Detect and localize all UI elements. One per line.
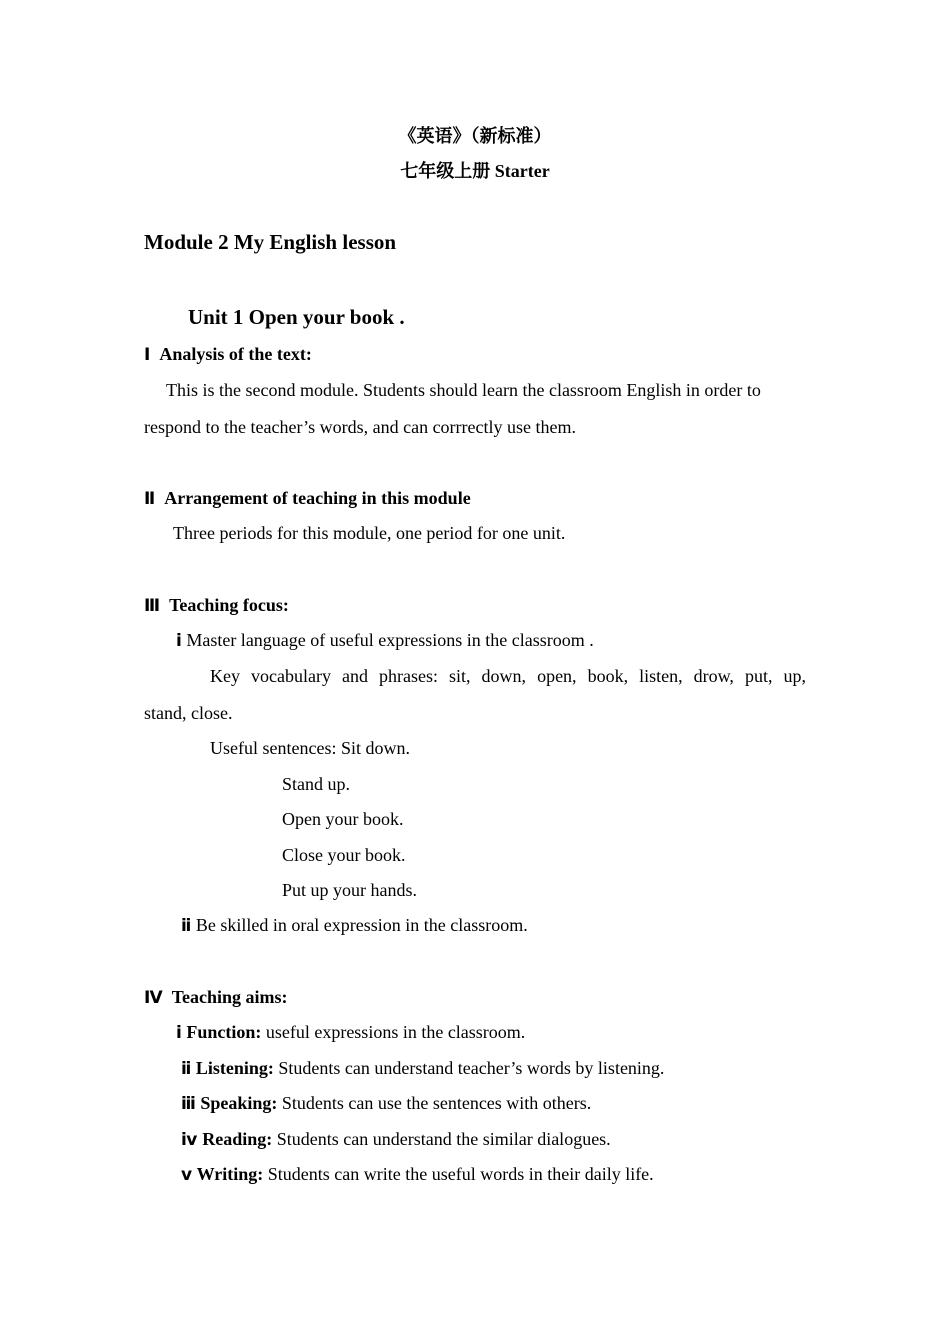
section-numeral: Ⅲ	[144, 596, 161, 616]
vocab-word: down,	[481, 666, 527, 686]
useful-sentence: Close your book.	[282, 845, 406, 865]
analysis-paragraph-line1: This is the second module. Students should learn the classroom English in order to	[166, 380, 761, 400]
section-heading-text: Arrangement of teaching in this module	[164, 488, 471, 508]
vocab-word: vocabulary	[251, 666, 331, 686]
aim-item-listening	[181, 1057, 664, 1080]
vocab-word: sit,	[449, 666, 471, 686]
vocab-word: Key	[210, 666, 240, 686]
vocabulary-line-cont: stand, close.	[144, 703, 233, 723]
vocab-word: open,	[537, 666, 577, 686]
section-numeral: Ⅳ	[144, 988, 163, 1008]
aim-item-writing	[181, 1163, 654, 1186]
module-title: Module 2 My English lesson	[144, 230, 397, 254]
aim-label: Function:	[186, 1022, 262, 1042]
aim-text: Students can understand teacher’s words by listening.	[278, 1058, 665, 1078]
vocab-word: listen,	[639, 666, 683, 686]
item-text: Be skilled in oral expression in the classroom.	[195, 915, 528, 935]
vocabulary-line	[210, 665, 806, 687]
item-numeral: ⅴ	[181, 1165, 193, 1185]
aim-item-function	[176, 1021, 525, 1044]
aim-text: Students can write the useful words in their daily life.	[267, 1164, 654, 1184]
focus-item-1	[176, 629, 594, 652]
aim-label: Listening:	[195, 1058, 274, 1078]
section-numeral: Ⅰ	[144, 345, 151, 365]
useful-sentences-label: Useful sentences: Sit down.	[210, 738, 410, 758]
aim-label: Writing:	[196, 1164, 264, 1184]
vocab-word: book,	[587, 666, 629, 686]
aim-item-speaking	[181, 1092, 591, 1115]
section-analysis-heading	[144, 343, 312, 366]
item-numeral: ⅰ	[176, 1023, 182, 1043]
useful-sentence: Open your book.	[282, 809, 404, 829]
aim-text: Students can understand the similar dialogues.	[276, 1129, 611, 1149]
section-numeral: Ⅱ	[144, 489, 156, 509]
useful-sentence: Put up your hands.	[282, 880, 417, 900]
section-focus-heading	[144, 594, 289, 617]
section-heading-text: Teaching aims:	[171, 987, 288, 1007]
item-numeral: ⅲ	[181, 1094, 196, 1114]
aim-text: Students can use the sentences with others.	[281, 1093, 592, 1113]
document-subtitle: 七年级上册 Starter	[400, 161, 550, 181]
vocab-word: put,	[744, 666, 773, 686]
item-numeral: ⅱ	[181, 1059, 192, 1079]
aim-label: Reading:	[202, 1129, 273, 1149]
vocab-word: up,	[783, 666, 806, 686]
aim-label: Speaking:	[200, 1093, 278, 1113]
useful-sentence: Stand up.	[282, 774, 351, 794]
aim-text: useful expressions in the classroom.	[265, 1022, 526, 1042]
arrangement-paragraph: Three periods for this module, one period for one unit.	[173, 523, 566, 543]
vocab-word: phrases:	[379, 666, 438, 686]
item-numeral: ⅳ	[181, 1130, 198, 1150]
unit-title: Unit 1 Open your book .	[188, 305, 405, 329]
aim-item-reading	[181, 1128, 611, 1151]
focus-item-2	[181, 914, 528, 937]
document-title: 《英语》（新标准）	[398, 126, 552, 146]
vocab-word: drow,	[693, 666, 734, 686]
analysis-paragraph-line2: respond to the teacher’s words, and can corrrectly use them.	[144, 417, 577, 437]
vocab-word: and	[342, 666, 368, 686]
section-arrangement-heading	[144, 487, 471, 510]
section-heading-text: Teaching focus:	[169, 595, 289, 615]
section-heading-text: Analysis of the text:	[159, 344, 312, 364]
item-text: Master language of useful expressions in the classroom .	[186, 630, 594, 650]
item-numeral: ⅰ	[176, 631, 182, 651]
item-numeral: ⅱ	[181, 916, 192, 936]
section-aims-heading	[144, 986, 288, 1009]
